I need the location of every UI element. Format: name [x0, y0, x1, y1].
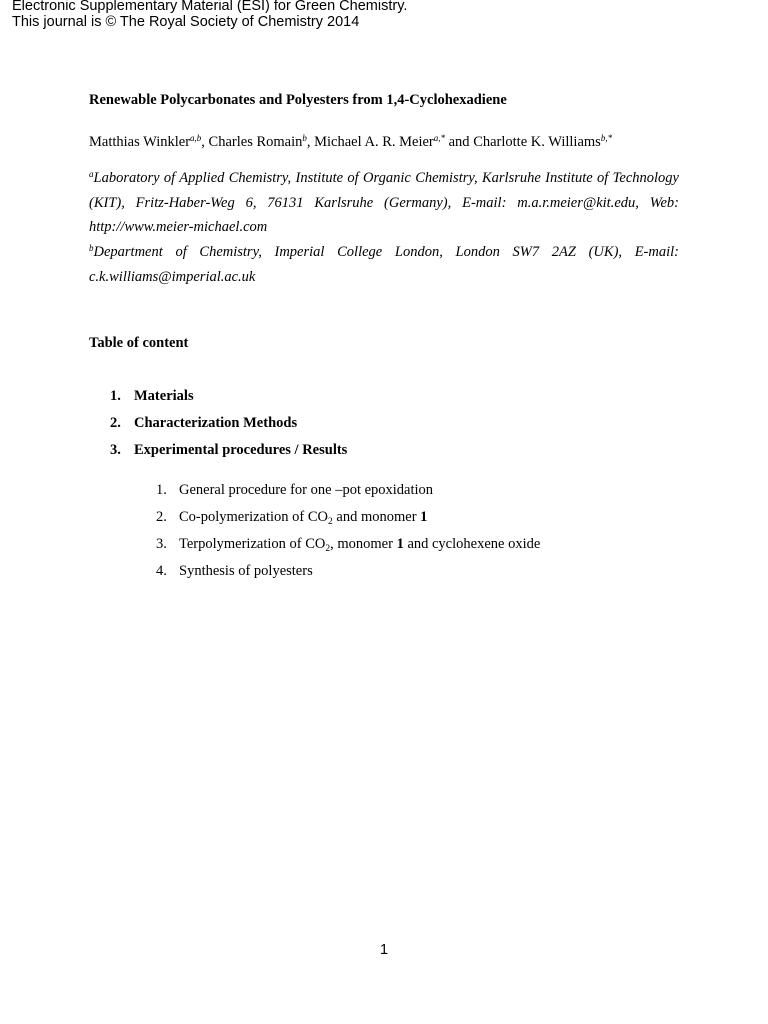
compound-number: 1	[420, 509, 428, 525]
esi-header-line2: This journal is © The Royal Society of Chemistry 2014	[12, 14, 360, 30]
toc-subitem	[156, 509, 540, 536]
esi-header-line1: Electronic Supplementary Material (ESI) for Green Chemistry.	[12, 0, 408, 14]
toc-item-label: Characterization Methods	[134, 415, 298, 431]
toc-subitem-text	[179, 536, 540, 563]
toc-subitem-number: 3.	[156, 536, 167, 552]
toc-main-list	[110, 388, 347, 469]
toc-subitem-text: Synthesis of polyesters	[179, 563, 313, 579]
toc-subitem-text: General procedure for one –pot epoxidation	[179, 482, 434, 498]
toc-subitem	[156, 563, 540, 590]
author-separator: ,	[306, 134, 315, 150]
author-name: Matthias Winkler	[89, 134, 191, 150]
esi-header	[12, 0, 407, 30]
toc-item	[110, 388, 347, 415]
toc-item-label: Materials	[134, 388, 194, 404]
text-part: and monomer	[332, 509, 421, 525]
author-separator: and	[445, 134, 474, 150]
affiliation-text: Department of Chemistry, Imperial College London, London SW7 2AZ (UK), E-mail: c.k.williams@imperial.ac.uk	[89, 244, 679, 285]
author-list	[89, 134, 612, 151]
author-name: Charles Romain	[208, 134, 303, 150]
toc-item-number: 1.	[110, 388, 121, 404]
text-part: Co-polymerization of CO	[179, 509, 329, 525]
text-part: Terpolymerization of CO	[179, 536, 326, 552]
author-affiliation-mark: a,*	[433, 133, 445, 143]
author-name: Michael A. R. Meier	[314, 134, 434, 150]
affiliation-b	[89, 240, 679, 289]
affiliation-text: Laboratory of Applied Chemistry, Institute of Organic Chemistry, Karlsruhe Institute of Technology (KIT), Fritz-Haber-Weg 6, 76131 Karlsruhe (Germany), E-mail: m.a.r.meier@kit.edu, Web: http://www.meier-michael.com	[89, 170, 679, 235]
toc-item-number: 3.	[110, 442, 121, 458]
toc-item-label: Experimental procedures / Results	[134, 442, 348, 458]
chemical-subscript: 2	[325, 544, 331, 554]
toc-subitem-number: 1.	[156, 482, 167, 498]
compound-number: 1	[396, 536, 404, 552]
text-part: and cyclohexene oxide	[403, 536, 541, 552]
affiliation-mark: b	[89, 243, 94, 253]
affiliation-a	[89, 166, 679, 240]
affiliation-mark: a	[89, 169, 94, 179]
toc-subitem-number: 4.	[156, 563, 167, 579]
author-affiliation-mark: b	[302, 133, 307, 143]
page-number: 1	[380, 942, 389, 958]
author-affiliation-mark: b,*	[600, 133, 613, 143]
toc-subitem	[156, 536, 540, 563]
toc-heading: Table of content	[89, 335, 189, 351]
author-separator: ,	[201, 134, 209, 150]
author-name: Charlotte K. Williams	[473, 134, 601, 150]
toc-item	[110, 442, 347, 469]
paper-title: Renewable Polycarbonates and Polyesters from 1,4-Cyclohexadiene	[89, 92, 507, 108]
toc-subitem-number: 2.	[156, 509, 167, 525]
chemical-subscript: 2	[328, 517, 333, 527]
text-part: , monomer	[330, 536, 397, 552]
toc-subitem	[156, 482, 540, 509]
toc-subitem-text	[179, 509, 427, 536]
author-affiliation-mark: a,b	[190, 133, 202, 143]
toc-item	[110, 415, 347, 442]
toc-item-number: 2.	[110, 415, 121, 431]
toc-sub-list	[156, 482, 540, 590]
